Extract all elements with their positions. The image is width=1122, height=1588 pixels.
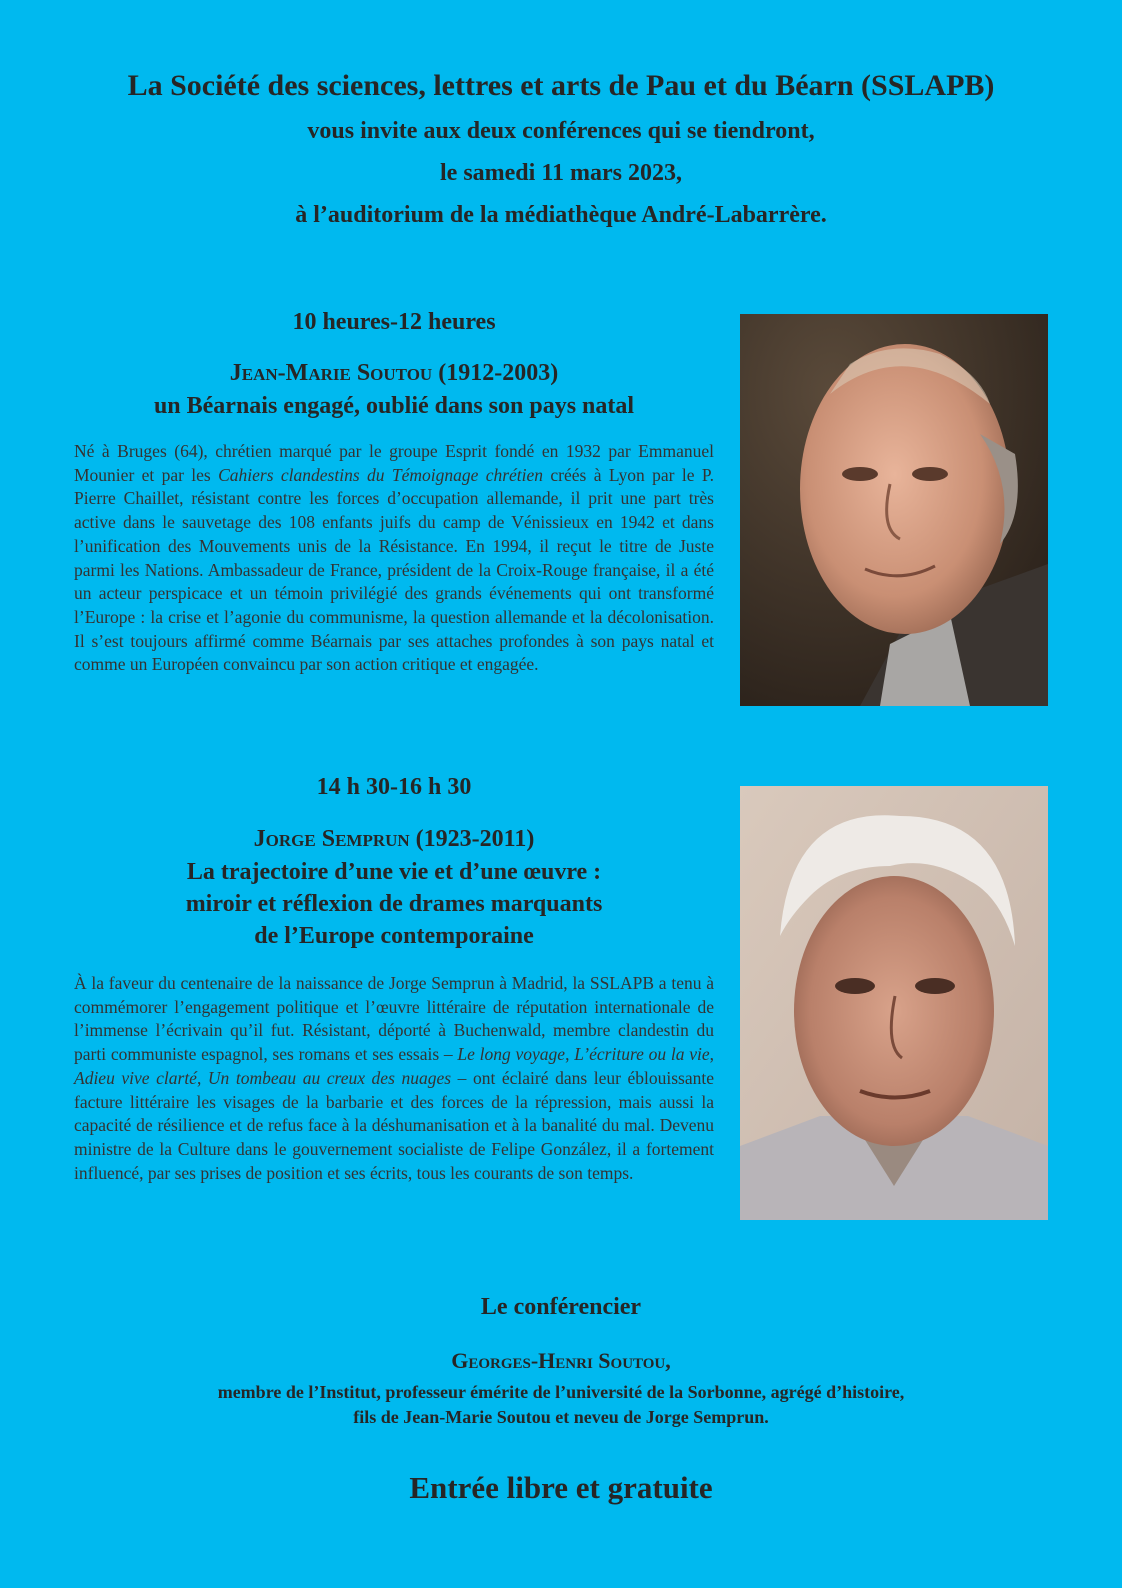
conference1-speaker-dates: (1912-2003) — [432, 360, 559, 386]
conference2-text-a: À la faveur du centenaire de la naissance de Jorge Semprun à Madrid, la SSLAPB a tenu à commémorer l’engagement politique et l’œuvre littéraire de réputation internationale de l’immense l’écrivain qu’il fut. Résistant, déporté à Buchenwald, membre clandestin du parti communiste espagnol, ses romans et ses essais – — [74, 973, 714, 1065]
conference1-time: 10 heures-12 heures — [292, 309, 496, 335]
invitation-header — [0, 62, 1122, 236]
conference1-speaker-name: Jean-Marie Soutou — [229, 360, 433, 386]
separator-1: , — [565, 1044, 575, 1065]
conference1-text-c: créés à Lyon par le P. Pierre Chaillet, résistant contre les forces d’occupation allemande, il prit une part très active dans le sauvetage des 108 enfants juifs du camp de Vénissieux en 1942 et dans l’unification des Mouvements unis de la Résistance. En 1994, il reçut le titre de Juste parmi les Nations. Ambassadeur de France, président de la Croix-Rouge française, il a été un acteur perspicace et un témoin privilégié des grands événements qui ont transformé l’Europe : la crise et l’agonie du communisme, la question allemande et la décolonisation. Il s’est toujours affirmé comme Béarnais par ses attaches profondes à son pays natal et comme un Européen convaincu par son action critique et engagée. — [74, 464, 714, 675]
jorge-semprun-photo — [740, 786, 1048, 1220]
invitation-line: vous invite aux deux conférences qui se tiendront, — [307, 118, 815, 144]
lecturer-description — [0, 1380, 1122, 1430]
conference2-speaker-dates: (1923-2011) — [409, 826, 535, 852]
conference2-time: 14 h 30-16 h 30 — [316, 774, 472, 800]
conference2-heading — [74, 822, 714, 952]
book-title-1: Le long voyage — [457, 1044, 566, 1065]
conference2-description — [74, 972, 714, 1185]
lecturer-name: Georges-Henri Soutou, — [451, 1348, 671, 1373]
conference2-subtitle-2: miroir et réflexion de drames marquants — [185, 891, 603, 917]
conference2-text-b: – ont éclairé dans leur éblouissante facture littéraire les visages de la barbarie et des forces de la répression, mais aussi la capacité de résilience et de refus face à la déshumanisation et à la banalité du mal. Devenu ministre de la Culture dans le gouvernement socialiste de Felipe González, il a fortement influencé, par ses prises de position et ses écrits, tous les courants de son temps. — [74, 1067, 715, 1183]
jean-marie-soutou-photo — [740, 314, 1048, 706]
lecturer-desc-line-2: fils de Jean-Marie Soutou et neveu de Jorge Semprun. — [353, 1407, 769, 1427]
conference1-subtitle: un Béarnais engagé, oublié dans son pays natal — [153, 393, 635, 419]
society-title: La Société des sciences, lettres et arts de Pau et du Béarn (SSLAPB) — [127, 69, 995, 102]
conference2-subtitle-3: de l’Europe contemporaine — [254, 923, 534, 949]
separator-3: , — [196, 1067, 208, 1088]
conference1-heading — [74, 356, 714, 422]
lecturer-heading: Le conférencier — [480, 1294, 642, 1320]
free-entry-notice: Entrée libre et gratuite — [409, 1470, 713, 1505]
separator-2: , — [709, 1044, 715, 1065]
book-title-4: Un tombeau au creux des nuages — [207, 1067, 452, 1088]
book-title-2: L’écriture ou la vie — [574, 1044, 710, 1065]
conference1-text-italic: Cahiers clandestins du Témoignage chrétien — [218, 464, 544, 485]
conference2-speaker-name: Jorge Semprun — [253, 826, 410, 852]
conference1-speaker — [74, 356, 714, 390]
lecturer-desc-line-1: membre de l’Institut, professeur émérite de l’université de la Sorbonne, agrégé d’histoire, — [217, 1382, 905, 1402]
conference1-description — [74, 440, 714, 677]
book-title-3: Adieu vive clarté — [74, 1067, 197, 1088]
venue-line: à l’auditorium de la médiathèque André-Labarrère. — [295, 202, 827, 228]
conference2-speaker — [74, 822, 714, 856]
conference2-subtitle-1: La trajectoire d’une vie et d’une œuvre : — [186, 859, 602, 885]
conference1-text-a: Né à Bruges (64), chrétien marqué par le groupe Esprit fondé en 1932 par Emmanuel Mounier et par les — [74, 441, 714, 485]
date-line: le samedi 11 mars 2023, — [440, 160, 682, 186]
